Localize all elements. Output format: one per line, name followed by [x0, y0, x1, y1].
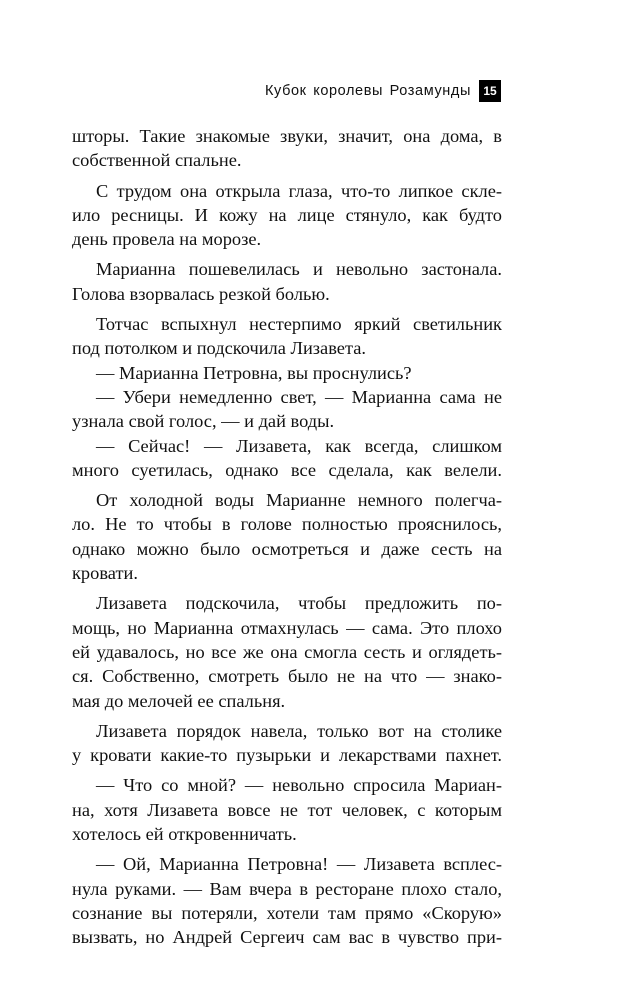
- text-line: Тотчас вспыхнул нестерпимо яркий светильник: [96, 314, 502, 335]
- text-line: мощь, но Марианна отмахнулась — сама. Это плохо: [72, 617, 502, 638]
- text-line: вызвать, но Андрей Сергеич сам вас в чувство при-: [72, 927, 502, 948]
- text-line: день провела на морозе.: [72, 229, 262, 250]
- text-line: ся. Собственно, смотреть было не на что — знако-: [72, 666, 502, 687]
- text-line: Марианна пошевелилась и невольно застонала.: [96, 259, 502, 280]
- text-line: — Марианна Петровна, вы проснулись?: [96, 362, 412, 383]
- text-line: От холодной воды Марианне немного полегча-: [96, 490, 502, 511]
- text-line: сознание вы потеряли, хотели там прямо «Скорую»: [72, 902, 502, 923]
- text-line: — Что со мной? — невольно спросила Мариан-: [96, 775, 502, 796]
- text-line: хотелось ей откровенничать.: [72, 824, 297, 845]
- text-line: Лизавета подскочила, чтобы предложить по-: [96, 593, 502, 614]
- text-line: под потолком и подскочила Лизавета.: [72, 338, 366, 359]
- book-title: Кубок королевы Розамунды: [265, 83, 471, 99]
- text-line: — Сейчас! — Лизавета, как всегда, слишком: [96, 435, 502, 456]
- text-line: мая до мелочей ее спальня.: [72, 690, 286, 711]
- text-line: — Убери немедленно свет, — Марианна сама не: [96, 386, 502, 407]
- text-line: ей удавалось, но все же она смогла сесть и оглядеть-: [72, 641, 502, 662]
- running-header: [265, 80, 501, 102]
- page-number: 15: [479, 80, 501, 102]
- text-line: однако можно было осмотреться и даже сесть на: [72, 538, 502, 559]
- text-line: собственной спальне.: [72, 150, 242, 171]
- body-text: [72, 124, 502, 950]
- text-line: ло. Не то чтобы в голове полностью прояснилось,: [72, 514, 502, 535]
- text-line: кровати.: [72, 563, 138, 584]
- text-line: — Ой, Марианна Петровна! — Лизавета всплес-: [96, 854, 502, 875]
- text-line: много суетилась, однако все сделала, как велели.: [72, 459, 502, 480]
- text-line: ило ресницы. И кожу на лице стянуло, как будто: [72, 204, 502, 225]
- text-line: на, хотя Лизавета вовсе не тот человек, с которым: [72, 799, 502, 820]
- text-line: Голова взорвалась резкой болью.: [72, 283, 330, 304]
- text-line: нула руками. — Вам вчера в ресторане плохо стало,: [72, 878, 502, 899]
- text-line: у кровати какие-то пузырьки и лекарствами пахнет.: [72, 745, 502, 766]
- text-line: Лизавета порядок навела, только вот на столике: [96, 720, 502, 741]
- text-line: узнала свой голос, — и дай воды.: [72, 411, 335, 432]
- text-line: С трудом она открыла глаза, что-то липкое скле-: [96, 180, 502, 201]
- text-line: шторы. Такие знакомые звуки, значит, она дома, в: [72, 126, 502, 146]
